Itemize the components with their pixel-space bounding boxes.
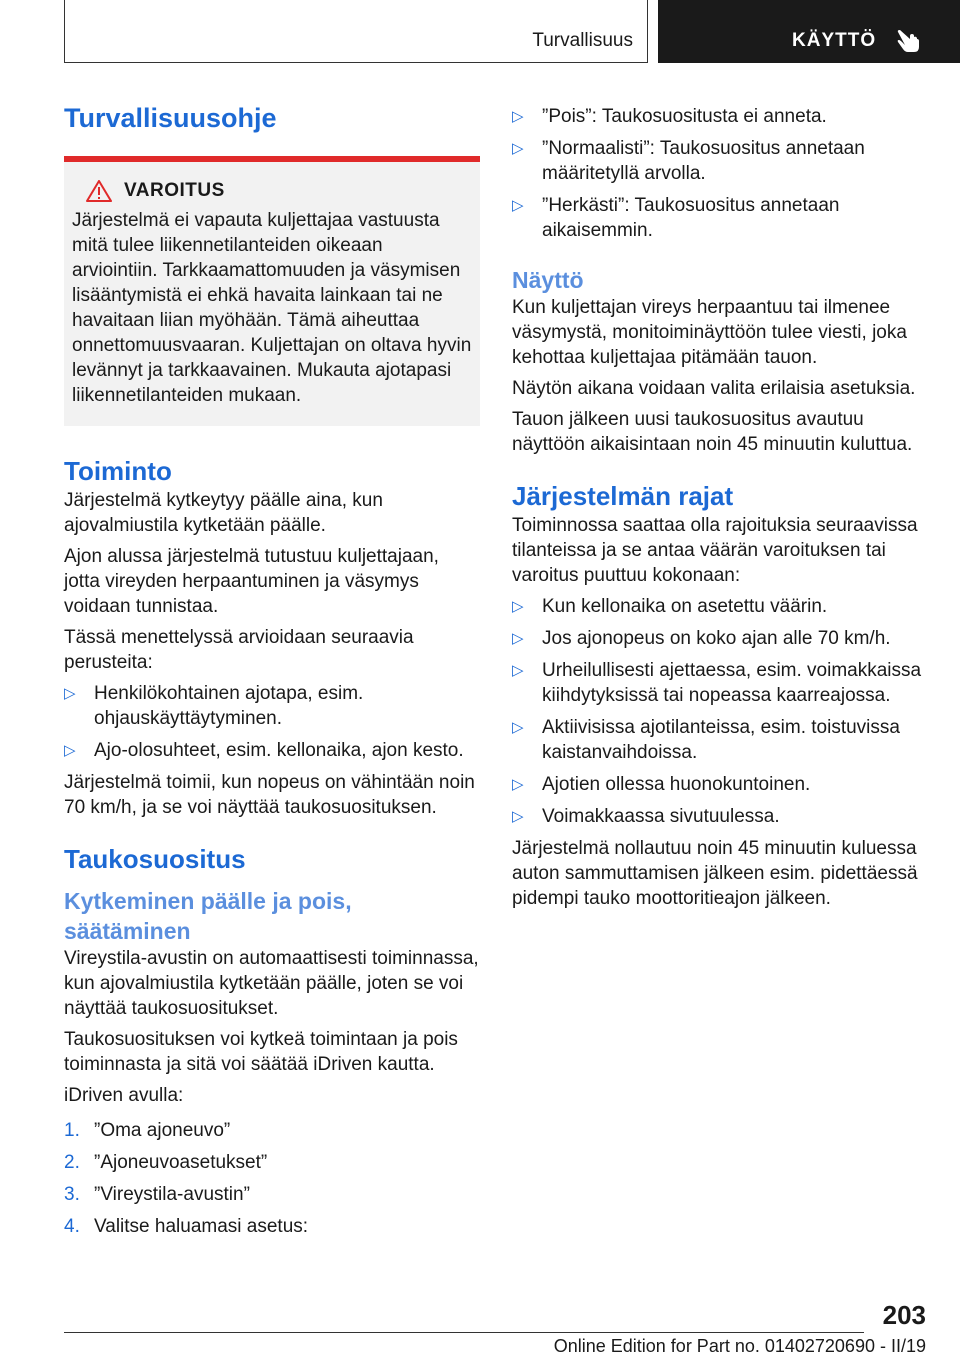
limits-list bbox=[512, 594, 924, 829]
bullet-triangle-icon: ▷ bbox=[512, 598, 524, 615]
list-item: ▷ Ajotien ollessa huonokuntoinen. bbox=[512, 774, 811, 795]
list-item: ▷ Ajo-olosuhteet, esim. kellonaika, ajon kesto. bbox=[64, 740, 464, 761]
paragraph: Ajon alussa järjestelmä tutustuu kuljettajaan, jotta vireyden herpaantuminen ja väsymys voidaan tunnistaa. bbox=[64, 546, 439, 617]
list-item: ▷ Urheilullisesti ajettaessa, esim. voimakkaissa kiihdytyksissä tai nopeassa kaarreajossa. bbox=[512, 660, 922, 706]
header-section-title: Turvallisuus bbox=[532, 30, 633, 51]
pointing-hand-icon bbox=[896, 27, 920, 53]
warning-triangle-icon bbox=[86, 180, 112, 202]
criteria-list bbox=[64, 681, 480, 763]
list-item: ▷ Kun kellonaika on asetettu väärin. bbox=[512, 596, 828, 617]
left-column bbox=[64, 100, 480, 1246]
subheading-kytkeminen: Kytkeminen päälle ja pois, säätäminen bbox=[64, 888, 352, 944]
paragraph: Vireystila-avustin on automaattisesti toiminnassa, kun ajovalmiustila kytketään päälle, joten se voi näyttää taukosuositukset. bbox=[64, 948, 479, 1019]
list-item: ▷ Voimakkaassa sivutuulessa. bbox=[512, 806, 780, 827]
bullet-triangle-icon: ▷ bbox=[512, 719, 524, 736]
list-item: ▷ ”Herkästi”: Taukosuositus annetaan aikaisemmin. bbox=[512, 195, 840, 241]
list-item: 2. ”Ajoneuvoasetukset” bbox=[64, 1152, 268, 1173]
list-item: ▷ Henkilökohtainen ajotapa, esim. ohjauskäyttäytyminen. bbox=[64, 683, 364, 729]
list-item: 3. ”Vireystila-avustin” bbox=[64, 1184, 250, 1205]
heading-naytto: Näyttö bbox=[512, 267, 584, 293]
paragraph: Tauon jälkeen uusi taukosuositus avautuu näyttöön aikaisintaan noin 45 minuutin kuluttua. bbox=[512, 409, 913, 455]
bullet-triangle-icon: ▷ bbox=[512, 140, 524, 157]
list-item: ▷ ”Normaalisti”: Taukosuositus annetaan määritetyllä arvolla. bbox=[512, 138, 865, 184]
bullet-triangle-icon: ▷ bbox=[512, 108, 524, 125]
bullet-triangle-icon: ▷ bbox=[512, 776, 524, 793]
list-item: ▷ Jos ajonopeus on koko ajan alle 70 km/h. bbox=[512, 628, 891, 649]
heading-rajat: Järjestelmän rajat bbox=[512, 481, 734, 511]
bullet-triangle-icon: ▷ bbox=[512, 808, 524, 825]
bullet-triangle-icon: ▷ bbox=[512, 630, 524, 647]
paragraph: Näytön aikana voidaan valita erilaisia asetuksia. bbox=[512, 378, 916, 399]
warning-text: Järjestelmä ei vapauta kuljettajaa vastuusta mitä tulee liikennetilanteiden oikeaan arviointiin. Tarkkaamattomuuden ja väsymisen lisääntymistä ei ehkä havaita lainkaan tai ne havaitaan liian myöhään. Tämä aiheuttaa onnettomuusvaaran. Kuljettajan on oltava hyvin levännyt ja tarkkaavainen. Mukauta ajotapasi liikennetilanteiden mukaan. bbox=[72, 210, 472, 406]
footer-edition: Online Edition for Part no. 01402720690 - II/19 bbox=[553, 1336, 926, 1356]
paragraph: Järjestelmä nollautuu noin 45 minuutin kuluessa auton sammuttamisen jälkeen esim. pidettäessä pidempi tauko moottoritieajon jälkeen. bbox=[512, 838, 918, 909]
page-number: 203 bbox=[882, 1300, 926, 1330]
heading-toiminto: Toiminto bbox=[64, 456, 172, 486]
list-item: ▷ ”Pois”: Taukosuositusta ei anneta. bbox=[512, 106, 827, 127]
list-item: 1. ”Oma ajoneuvo” bbox=[64, 1120, 231, 1141]
paragraph: Järjestelmä toimii, kun nopeus on vähintään noin 70 km/h, ja se voi näyttää taukosuosituksen. bbox=[64, 772, 475, 818]
footer-divider bbox=[64, 1332, 864, 1333]
bullet-triangle-icon: ▷ bbox=[64, 742, 76, 759]
bullet-triangle-icon: ▷ bbox=[512, 662, 524, 679]
right-column bbox=[512, 100, 924, 917]
header-chapter-title: KÄYTTÖ bbox=[792, 30, 877, 51]
header-chapter-box bbox=[658, 0, 960, 63]
paragraph: Kun kuljettajan vireys herpaantuu tai ilmenee väsymystä, monitoiminäyttöön tulee viesti, joka kehottaa kuljettajaa pitämään tauon. bbox=[512, 297, 907, 368]
header-section-box bbox=[64, 0, 648, 63]
bullet-triangle-icon: ▷ bbox=[512, 197, 524, 214]
paragraph: Tässä menettelyssä arvioidaan seuraavia perusteita: bbox=[64, 627, 414, 673]
heading-taukosuositus: Taukosuositus bbox=[64, 844, 246, 874]
steps-list bbox=[64, 1118, 480, 1239]
page-title: Turvallisuusohje bbox=[64, 103, 277, 133]
options-list bbox=[512, 104, 924, 243]
bullet-triangle-icon: ▷ bbox=[64, 685, 76, 702]
paragraph: Toiminnossa saattaa olla rajoituksia seuraavissa tilanteissa ja se antaa väärän varoituksen tai varoitus puuttuu kokonaan: bbox=[512, 515, 918, 586]
warning-label: VAROITUS bbox=[124, 180, 225, 201]
paragraph: Järjestelmä kytkeytyy päälle aina, kun ajovalmiustila kytketään päälle. bbox=[64, 490, 383, 536]
warning-box bbox=[64, 156, 480, 426]
list-item: 4. Valitse haluamasi asetus: bbox=[64, 1216, 309, 1237]
paragraph: iDriven avulla: bbox=[64, 1085, 184, 1106]
list-item: ▷ Aktiivisissa ajotilanteissa, esim. toistuvissa kaistanvaihdoissa. bbox=[512, 717, 900, 763]
paragraph: Taukosuosituksen voi kytkeä toimintaan ja pois toiminnasta ja sitä voi säätää iDriven kautta. bbox=[64, 1029, 458, 1075]
